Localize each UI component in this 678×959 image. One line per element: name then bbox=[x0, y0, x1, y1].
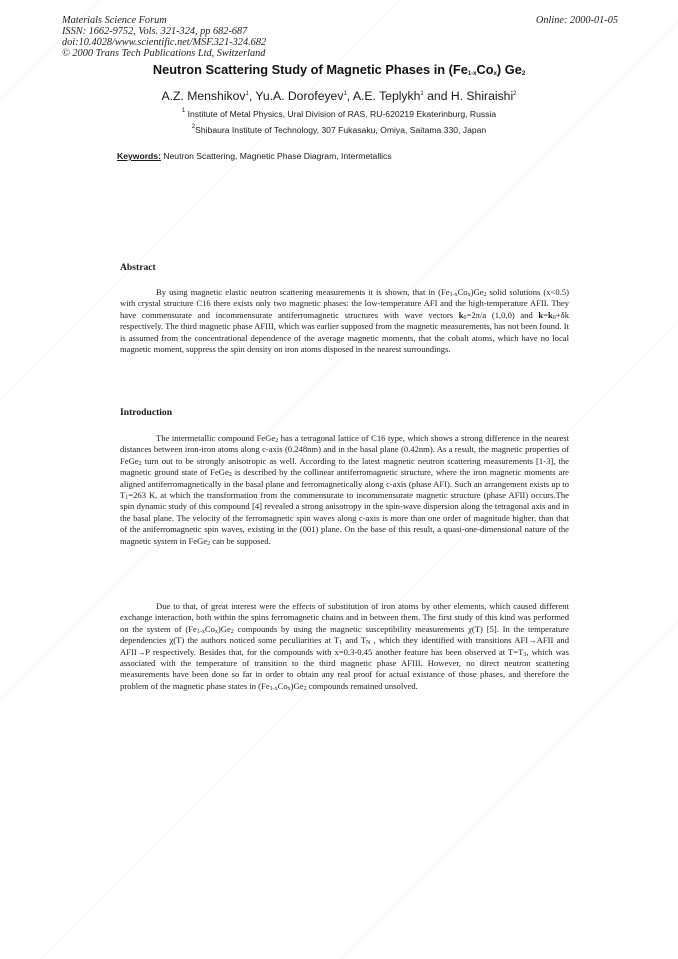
author-list: A.Z. Menshikov$^1$, Yu.A. Dorofeyev$^1$, A.E. Teplykh$^1$ and H. Shiraishi$^2$ bbox=[161, 89, 517, 103]
doi-link[interactable]: doi:10.4028/www.scientific.net/MSF.321-324.682 bbox=[62, 37, 267, 48]
introduction-heading: Introduction bbox=[120, 407, 173, 418]
introduction-paragraph-1: The intermetallic compound FeGe$_2$ has a tetragonal lattice of C16 type, which shows a strong difference in the nearest distances between iron-iron atoms along c-axis (0.248nm) and in the basal plane (0.42nm). As a result, the magnetic properties of FeGe$_2$ turn out to be strongly anisotropic as well. According to the latest magnetic neutron scattering measurements [1-3], the magnetic ground state of FeGe$_2$ is described by the collinear antiferromagnetic structure, where the iron magnetic moments are aligned antiferromagnetically in the basal plane and ferromagnetically along c-axis (phase AFI). Such an arrangement exists up to $T_1=263$ K, at which the transformation from the commensurate to incommensurate magnetic structure (phase AFII) occurs.The spin dynamic study of this compound [4] revealed a strong anisotropy in the spin-wave dispersion along the tetragonal axis and in the basal plane. The velocity of the ferromagnetic spin waves along c-axis is more than one order of magnitude higher, than that of the aniferromagnetic spin waves, existing in the (001) plane. On the base of this result, a quasi-one-dimensional nature of the magnetic system in FeGe$_2$ can be supposed. bbox=[120, 433, 569, 547]
copyright-line: © 2000 Trans Tech Publications Ltd, Switzerland bbox=[62, 48, 266, 59]
affiliation-2: $^2$Shibaura Institute of Technology, 307 Fukasaku, Omiya, Saitama 330, Japan bbox=[191, 124, 487, 135]
keywords-text: Neutron Scattering, Magnetic Phase Diagram, Intermetallics bbox=[160, 151, 392, 161]
keywords-label: Keywords: bbox=[117, 151, 161, 161]
abstract-heading: Abstract bbox=[120, 262, 156, 273]
online-date: Online: 2000-01-05 bbox=[535, 15, 618, 26]
abstract-text: By using magnetic elastic neutron scattering measurements it is shown, that in $(Fe_{1-x}Co_x)Ge_2$ solid solutions (x<0.5) with crystal structure C16 there exists only two magnetic phases: the low-temperature AFI and the high-temperature AFII. They have commensurate and incommensurate antiferromagnetic structures with wave vectors $k_0=2\pi/a$ (1,0,0) and $k=k_0+\delta k$ respectively. The third magnetic phase AFIII, which was earlier supposed from the magnetic measurements, has not been found. It is assumed from the concentrational dependence of the average magnetic moments, that the cobalt atoms, which have no local magnetic moment, suppress the spin density on iron atoms disposed in the nearest surroundings. bbox=[120, 287, 569, 355]
publication-info bbox=[62, 15, 266, 59]
issn-line: ISSN: 1662-9752, Vols. 321-324, pp 682-687 bbox=[62, 26, 248, 37]
keywords bbox=[117, 151, 392, 161]
paper-title: Neutron Scattering Study of Magnetic Phases in $(Fe_{1-x}Co_x)$ $Ge_2$ bbox=[152, 62, 526, 77]
introduction-paragraph-2: Due to that, of great interest were the effects of substitution of iron atoms by other elements, which caused different exchange interaction, both within the spins ferromagnetic chains and in between them. The first study of this kind was performed on the system of $(Fe_{1-x}Co_x)Ge_2$ compounds by using the magnetic susceptibility measurements χ(T) [5]. In the temperature dependencies χ(T) the authors noticed some peculiarities at $T_1$ and $T_N$ , which they identified with transitions AFI→AFII and AFII→P respectively. Besides that, for the compounds with x=0.3-0.45 another feature has been observed at $T=T_3$, which was associated with the temperature of transition to the third magnetic phase AFIII. However, no direct neutron scattering measurements have been done so far in order to obtain any real proof for actual existance of those phases, and therefore the problem of the magnetic phase states in $(Fe_{1-x}Co_x)Ge_2$ compounds remained unsolved. bbox=[120, 601, 569, 692]
affiliation-1: $^1$ Institute of Metal Physics, Ural Division of RAS, RU-620219 Ekaterinburg, Russia bbox=[181, 108, 497, 119]
journal-name: Materials Science Forum bbox=[62, 15, 167, 26]
